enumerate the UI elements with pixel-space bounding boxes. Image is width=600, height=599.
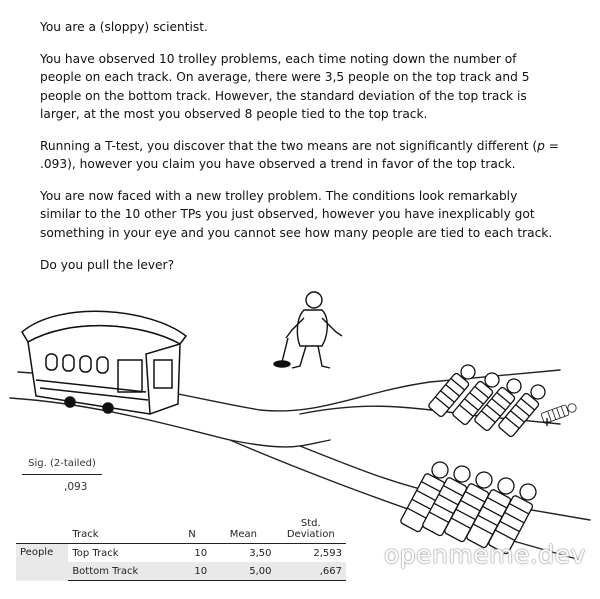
n-cell: 10: [173, 562, 211, 581]
t-test-text-start: Running a T-test, you discover that the two means are not significantly different (: [40, 138, 538, 153]
track-cell: Bottom Track: [68, 562, 173, 581]
header-mean: Mean: [229, 529, 257, 540]
intro-line: You are a (sloppy) scientist.: [40, 20, 208, 34]
significance-table: [22, 458, 102, 493]
header-group: [16, 514, 68, 544]
lever-question: Do you pull the lever?: [40, 257, 175, 272]
significance-header: Sig. (2-tailed): [22, 458, 102, 475]
table-row: [16, 544, 346, 563]
stats-header-row: [16, 514, 346, 544]
descriptive-stats-table: [16, 514, 346, 581]
top-track-people-icon: [428, 361, 578, 438]
plus-sign: +: [542, 415, 553, 429]
header-sd: Std. Deviation: [286, 518, 335, 540]
header-n: N: [188, 529, 196, 540]
lever-person-icon: [274, 292, 342, 368]
significance-value: ,093: [64, 481, 88, 493]
track-cell: Top Track: [68, 544, 173, 563]
observation-paragraph: You have observed 10 trolley problems, each time noting down the number of people on each track. On average, there were 3,5 people on the top track and 5 people on the bottom track. However, the standard deviation of the top track is larger, at the most you observed 8 people tied to the top track.: [40, 51, 530, 122]
watermark: openmeme.dev: [384, 540, 586, 569]
group-label: People: [16, 544, 68, 581]
header-track: Track: [72, 529, 99, 540]
t-test-text-end: = .093), however you claim you have observed a trend in favor of the top track.: [40, 138, 559, 172]
sd-cell: 2,593: [276, 544, 346, 563]
new-problem-paragraph: You are now faced with a new trolley problem. The conditions look remarkably similar to the 10 other TPs you just observed, however you have inexplicably got something in your eye and you cannot see how many people are tied to each track.: [40, 189, 553, 240]
sd-cell: ,667: [276, 562, 346, 581]
n-cell: 10: [173, 544, 211, 563]
mean-cell: 5,00: [211, 562, 275, 581]
mean-cell: 3,50: [211, 544, 275, 563]
p-symbol: p: [537, 138, 545, 153]
trolley-icon: [22, 311, 186, 414]
